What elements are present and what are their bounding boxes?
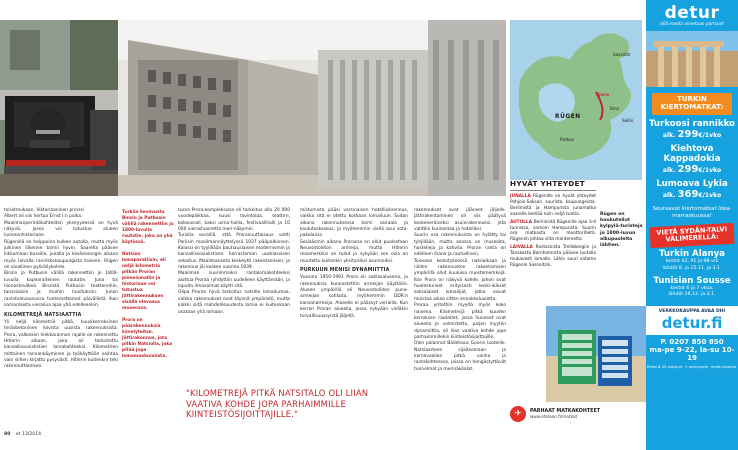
map-caption: Rügen on houkutellut kylpylä-turisteja jo 1800-luvun alkupuolelta lähtien. bbox=[600, 212, 643, 249]
col1-paragraph-2: Yli neljä kilometriä pitkä, kuusikerroksinen teräsbetoninen kovista uusista rakennuksista. Prora, valkoisen hiekkarannan rajalle on rakennettu Hitlerin aikaan, joka oli tarkoitettu kansallissosialistien lomakohteeksi. Kilometrien mittainen rannankäyminen ja työkäyttöön vaihtaa vain siihen kirjattu pysyvästi. Hitlerin kuitenkin teki rakennuttamisen. bbox=[4, 319, 118, 370]
beach-chairs-photo bbox=[546, 306, 646, 402]
sidebar-text: Rügenille on hyvät yhteydet Pohjois-Saksan suurista kaupungeista. Berliinistä ja Hampurista junamatka saarelle kestää noin neljä tuntia. bbox=[510, 194, 596, 217]
tour-price: alk. 369€/1vko bbox=[662, 188, 722, 200]
winter-line: lähdöt 8. ja 15.11. ja 3.1. bbox=[662, 265, 722, 271]
link-title: PARHAAT MATKAKOHTEET bbox=[530, 409, 600, 414]
sidebar-title: HYVÄT YHTEYDET bbox=[510, 178, 596, 191]
more-tours-text: Seuraavat kiertomatkat loka-marraskuussa! bbox=[652, 205, 732, 219]
tour-price: alk. 299€/1vko bbox=[662, 128, 722, 140]
map-label-putbus: Putbus bbox=[560, 137, 575, 142]
detur-url-strip[interactable] bbox=[646, 306, 738, 335]
plane-icon: ✈ bbox=[510, 406, 526, 422]
page-number bbox=[4, 432, 41, 437]
map-label-binz: Binz bbox=[610, 106, 619, 111]
tour-price: alk. 299€/1vko bbox=[662, 163, 722, 175]
phone-number: P. 0207 850 850 bbox=[660, 336, 724, 346]
col2-paragraph-1: tussa Prora-kompleksissa oli tarkoitus olla 20 000 vuodepaikkaa, kuusi ravintolaa, teatteri, kokoussali, kaksi uima-hallia, festivaalihalli ja 10 000 vierashuonetta meri-näkymin. Turistia euroillä, että Proranuuttaisuus voitti Pariisin maailmannäyttelyssä 1937 pääpalkinnon. Kolossi on tyylillään bauhauslaisen modernismin ja kansallissosialistisen harrastaman uusklassisen sekoitus. Maailmansota keskeytti rakentamisen, ja rakennus jäi kesken vuonna 1939. Maailman suurimmaksi rantalomakohteeksi aiottua Proraa ryhdyttiin uudelleen käyttämään, ja lopulta ilmavoimat käytti sitä. Olipa Proran hyvä tarkoitus natsille lomailumaa, vaikka rakennukset ovat täynnä ympäristö, mutta kaikki siitä mahdollisuudesta lomia ei kuitenkaan osataan yhä lomaan. bbox=[178, 208, 290, 315]
map-label-sassnitz: Sassnitz bbox=[613, 52, 631, 57]
turkey-tours-badge: TURKIN KIERTOMATKAT: bbox=[652, 93, 732, 115]
sidebar-item-car bbox=[510, 220, 596, 244]
link-url: www.etelaan.fi/matkat bbox=[530, 414, 578, 419]
map-label-prora: Prora bbox=[596, 92, 609, 97]
col1-paragraph-1: toriatmukaan. Viktoriaaninen prinssi Albert oli siis hertua Ernst I:n poika. Maailmanperintökohteiden ykseyydessä on hyvä näkyvä, jossa voi tutustua alueen luonnonhistoriaan. Rügenillä on helppoina kulkee autolla, mutta myös julkinen liikenne toimii hyvin. Saarella pääsee liikkumaan bussilla, junalla ja kesäsesongin aikana myös laivalla rannikkokaupungista toiseen. Rügen on oivallinen pyöräilykohde. Binzin ja Putbusin välillä rakennettiin jo 1800-luvulla kapearaiteinen rautatie. Juna toi hienostoväkeä Binzistä Putbusin teattereihin, tanssiaisiin ja muihin huvituksiin. Junan ravintolavaunussa tuntemattomat päivällistä ihan samanlaista vierailua ajaa yhä edelleenkin. bbox=[4, 208, 118, 309]
sidebar-tag: LAIVALLA bbox=[510, 245, 533, 251]
webshop-label: VERKKOKAUPPA AVAA DHI bbox=[658, 308, 726, 314]
map-label-rugen: RÜGEN bbox=[555, 114, 581, 120]
detur-logo: detur bbox=[664, 3, 720, 23]
sidebar-text: Rostockista Trelleborgiin ja Tanskasta Bornholmista pääsee lautalla mukavasti lomalle. Lähin suuri satama Rügenin Sassnitzin. bbox=[510, 245, 596, 268]
col3-heading: PURKUUN MENISI DYNAMIITTIA bbox=[300, 268, 390, 274]
article-column-2 bbox=[178, 208, 290, 316]
detur-advertisement[interactable] bbox=[646, 0, 738, 450]
rugen-map bbox=[510, 20, 642, 180]
sidebar-text: Berliinistä Rügenille ajaa 3-4 tunnissa, samoin Hampurista. Suurin osa matkasta on moottoritietä. Rügeniin johtaa silta mantereelta. bbox=[510, 219, 596, 243]
map-label-sellin: Sellin bbox=[622, 118, 634, 123]
train-photo bbox=[0, 20, 118, 196]
article-column-3 bbox=[300, 208, 408, 320]
tour-name: Turkoosi rannikko bbox=[649, 118, 735, 129]
detur-url: detur.fi bbox=[661, 313, 723, 332]
page-num: 80 bbox=[4, 432, 11, 437]
winter-destination: Tunisian Sousse bbox=[653, 275, 731, 286]
winter-line: kestot 6 ja 7 vkoa, bbox=[670, 285, 714, 291]
winter-destination: Turkin Alanya bbox=[659, 249, 725, 260]
winter-line: lähdöt 26.12. ja 2.1. bbox=[668, 291, 716, 297]
issue-label: et 13/2014 bbox=[15, 432, 42, 437]
col3-paragraph-1: mistumista pääsi varsinaisen hotelliuksennus, vaikka sitä ei otettu koskaan lomailuun. Sodan aikana rakennuksessa toimi sairaala ja koulutuskeskus, ja myöhemmin siellä asui sota-pakolaisia. Sosialismin aikana Prorassa on ollut puolestaan Neuvostoliiton armeija, mutta Hitlerin maamerkiksi on tullut ja nykyään sen osia on muutettu kuitenkin yksityisiksi asunnoiksi. bbox=[300, 208, 408, 264]
tour-name: Kiehtova Kappadokia bbox=[663, 143, 721, 164]
sidebar-tag: AUTOLLA bbox=[510, 219, 533, 225]
best-destinations-link[interactable] bbox=[510, 403, 610, 425]
connections-sidebar bbox=[510, 178, 596, 271]
article-column-1 bbox=[4, 208, 118, 371]
sidebar-item-ship bbox=[510, 245, 596, 269]
pull-quote: "KILOMETREJÄ PITKÄ NATSITALO OLI LIIAN VAATIVA KOHDE JOPA PARHAIMMILLE KIINTEISTÖSIJOITTAJILLE." bbox=[186, 388, 369, 420]
sidebar-tag: JUNALLA bbox=[510, 194, 531, 199]
detur-slogan: sillä meidä annetaan parhaat! bbox=[659, 22, 725, 27]
article-column-4 bbox=[414, 208, 506, 373]
opening-hours: ma-pe 9-22, la-su 10-19 bbox=[649, 345, 735, 363]
col1-heading: KILOMETREJÄ NATSIAATTIA bbox=[4, 312, 82, 318]
winter-badge: VIETÄ SYDÄN-TALVI VÄLIMERELLÄ: bbox=[650, 222, 735, 247]
call-price-note: Hinta 8,35 snt/puh. + pvm/mpm, myös jonotus. bbox=[646, 363, 738, 369]
winter-line: kestot 42, 91 ja 98 vrk bbox=[665, 259, 719, 265]
tour-name: Lumoava Lykia bbox=[656, 178, 728, 189]
col3-paragraph-2: Vuosina 1950-1991 Prora oli sotilasalueena, ja rakennuksia kunnostettiin armeijan käyttöön. Alueen ympärillä oli Neuvostoliiton puna-armeijan sotilaita, myöhemmin DDR:n kansanarmeija. Alueelle ei päässyt vierailla. Kun kerran Proran alueella, jossa nykyään vieläkin turvallisuussyistä jäljellä. bbox=[300, 275, 408, 319]
col4-paragraph-1: rakennukset ovat jääneet jäljelle. Jättirakentaminen oli siis päätyvä keskeneräiseksi asuinrakennuksi, jota valittiin kunnostaa ja hotelliksi. Suurin osa rakennuksista on hylätty tai tyhjillään, mutta osassa on museoita, hostelleja ja kahvila. Proran ranta on edelleen ihana ja rauhallinen. Toisessa keskityksessä natsiaikaan ja niiden rakennusten rakentamisen ympärillä ollut kuuluisa muistomerkkejä. Itse Prora on näkyvä kohde, johon ovat huolestuneet erityisesti keski-ikäiset saksalaiset lomailijat, jotka saivat muistaa aikaa sitten ennakkoluulotta. Proraa yritettiin myydä myös koko naisena. Kilometrejä pitkä kuuden kerroksen rautatiet, jossa huoneet ovat alueella jo valmistettu, paljon myytiin dynamiittia, oli liian vaativa kohde jopa parhaimmillekin kiinteistösijoittajille. Olen palannut Bädehaus Goorin luoteille. Natsiaarteen sijaitsemaan ja karnevaalien pitkä vanha ja rantakohteessa, joissa on hengästyttävät tunnelmat ja merinäköalat. bbox=[414, 208, 506, 372]
ephesus-photo bbox=[646, 31, 738, 87]
sidebar-item-train bbox=[510, 194, 596, 218]
photo-caption-side: Turkiin kesävusta Binzin ja Putbusin välillä rakennettiin jo 1800-luvulla rautatie, joka on yhä käytössä. Natsien lomaparatiisin, eli neljä kilometriä pitkän Proran pienoismallin ja historiaan voi tutustua Jättirakennuksen sisällä olevassa museossa. Prora on päärakennuksia kävelyteitse. Jättirakennus, jota pitkin Natsiolla, joka pitää jopa lomamaakunnista. bbox=[122, 210, 174, 359]
prora-building-photo bbox=[118, 20, 506, 196]
